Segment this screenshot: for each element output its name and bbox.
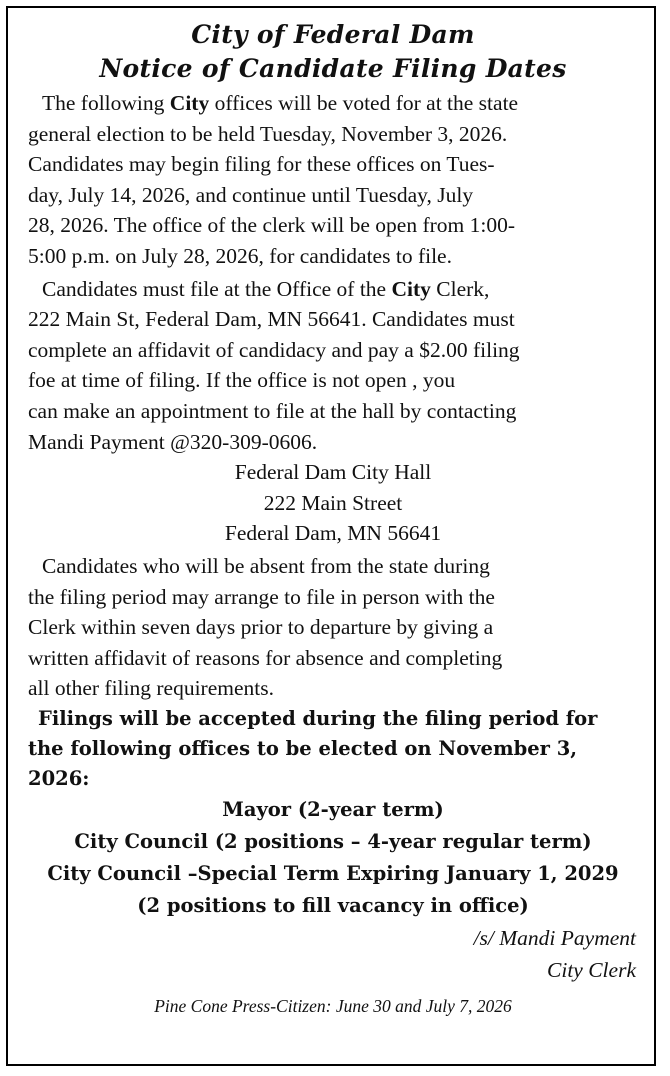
- para3-line-3: Clerk within seven days prior to departure by giving a: [28, 615, 494, 640]
- para4-line-1: Filings will be accepted during the filing period for: [38, 706, 598, 730]
- para3-line-5: all other filing requirements.: [28, 676, 274, 701]
- para1-line-3: Candidates may begin filing for these offices on Tues-: [28, 152, 495, 177]
- para2-line-5: can make an appointment to file at the hall by contacting: [28, 398, 517, 423]
- para1-line-6: 5:00 p.m. on July 28, 2026, for candidates to file.: [28, 243, 452, 268]
- city-hall-address: [28, 457, 638, 549]
- para4-line-3: 2026:: [28, 766, 90, 790]
- title-line-2: Notice of Candidate Filing Dates: [99, 54, 567, 83]
- title-line-1: City of Federal Dam: [191, 20, 475, 49]
- legal-notice: [6, 6, 656, 1066]
- office-city-council-special-note: (2 positions to fill vacancy in office): [137, 893, 529, 917]
- para1-line-2: general election to be held Tuesday, November 3, 2026.: [28, 121, 508, 146]
- publication-footer: Pine Cone Press-Citizen: June 30 and July 7, 2026: [154, 995, 512, 1016]
- para3-line-2: the filing period may arrange to file in person with the: [28, 584, 495, 609]
- para2-line-1: Candidates must file at the Office of the City Clerk,: [42, 276, 490, 301]
- address-line-1: Federal Dam City Hall: [234, 460, 432, 485]
- notice-title: [28, 18, 638, 86]
- office-city-council-special: City Council –Special Term Expiring January 1, 2029: [47, 861, 619, 885]
- address-line-3: Federal Dam, MN 56641: [224, 521, 442, 546]
- office-city-council-regular: City Council (2 positions – 4-year regular term): [74, 829, 592, 853]
- para1-line-5: 28, 2026. The office of the clerk will be open from 1:00-: [28, 213, 516, 238]
- para1-line-4: day, July 14, 2026, and continue until Tuesday, July: [28, 182, 474, 207]
- para3-line-1: Candidates who will be absent from the state during: [42, 553, 490, 578]
- offices-list: [28, 794, 638, 922]
- para4-line-2: the following offices to be elected on November 3,: [28, 736, 578, 760]
- signature-name: /s/ Mandi Payment: [473, 925, 636, 950]
- para2-line-2: 222 Main St, Federal Dam, MN 56641. Candidates must: [28, 307, 515, 332]
- signature-role: City Clerk: [547, 957, 636, 982]
- address-line-2: 222 Main Street: [263, 490, 403, 515]
- paragraph-absentee: [28, 551, 638, 704]
- para2-line-3: complete an affidavit of candidacy and pay a $2.00 filing: [28, 337, 520, 362]
- paragraph-filing-location: [28, 274, 638, 458]
- paragraph-election-info: [28, 88, 638, 272]
- office-mayor: Mayor (2-year term): [222, 797, 444, 821]
- para1-line-1: The following City offices will be voted for at the state: [42, 91, 519, 115]
- para2-line-4: foe at time of filing. If the office is not open , you: [28, 368, 456, 393]
- para3-line-4: written affidavit of reasons for absence and completing: [28, 645, 503, 670]
- para2-line-6: Mandi Payment @320-309-0606.: [28, 429, 318, 454]
- paragraph-offices-intro: [28, 704, 638, 794]
- clerk-signature: [28, 922, 638, 986]
